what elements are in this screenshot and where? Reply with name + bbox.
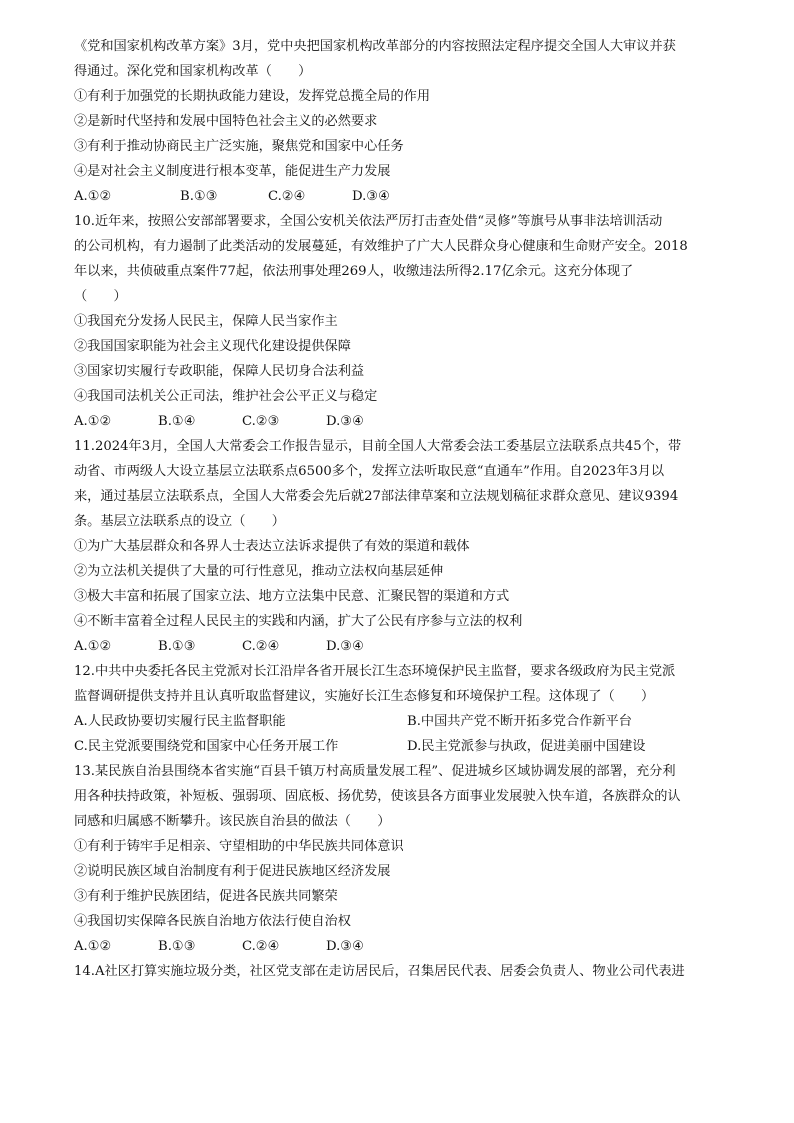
- question-13-options: [74, 934, 734, 959]
- question-11: [74, 434, 734, 659]
- question-9-options: [74, 184, 734, 209]
- question-9-option-a: A.①②: [74, 189, 112, 204]
- question-11-option-d: D.③④: [326, 639, 364, 654]
- question-13-statement-2: ②说明民族区域自治制度有利于促进民族地区经济发展: [74, 864, 391, 879]
- question-10-option-b: B.①④: [158, 414, 196, 429]
- question-9-option-d: D.③④: [352, 189, 390, 204]
- question-12: [74, 659, 734, 759]
- question-11-statement-1: ①为广大基层群众和各界人士表达立法诉求提供了有效的渠道和载体: [74, 539, 470, 554]
- question-14-stem-line-1: 14.A社区打算实施垃圾分类，社区党支部在走访居民后，召集居民代表、居委会负责人、物业公司代表进: [74, 964, 685, 979]
- question-11-statement-4: ④不断丰富着全过程人民民主的实践和内涵，扩大了公民有序参与立法的权利: [74, 614, 523, 629]
- question-13-stem-line-2: 用各种扶持政策，补短板、强弱项、固底板、扬优势，使该县各方面事业发展驶入快车道，各族群众的认: [74, 789, 681, 804]
- question-9-stem-line-1: 《党和国家机构改革方案》3月，党中央把国家机构改革部分的内容按照法定程序提交全国人大审议并获: [74, 39, 676, 54]
- question-11-option-c: C.②④: [242, 639, 280, 654]
- question-12-option-c: C.民主党派要围绕党和国家中心任务开展工作: [74, 739, 339, 754]
- question-13: [74, 759, 734, 959]
- question-13-option-d: D.③④: [326, 939, 364, 954]
- question-13-stem-line-3: 同感和归属感不断攀升。该民族自治县的做法（ ）: [74, 814, 391, 829]
- question-11-stem-line-1: 11.2024年3月，全国人大常委会工作报告显示，目前全国人大常委会法工委基层立法联系点共45个，带: [74, 439, 682, 454]
- question-12-options-row-2: [74, 734, 734, 759]
- question-12-option-a: A.人民政协要切实履行民主监督职能: [74, 714, 286, 729]
- question-9-statement-4: ④是对社会主义制度进行根本变革，能促进生产力发展: [74, 164, 391, 179]
- question-10-option-c: C.②③: [242, 414, 280, 429]
- question-13-statement-4: ④我国切实保障各民族自治地方依法行使自治权: [74, 914, 351, 929]
- question-10-statement-4: ④我国司法机关公正司法，维护社会公平正义与稳定: [74, 389, 378, 404]
- question-11-statement-3: ③极大丰富和拓展了国家立法、地方立法集中民意、汇聚民智的渠道和方式: [74, 589, 510, 604]
- question-11-statement-2: ②为立法机关提供了大量的可行性意见，推动立法权向基层延伸: [74, 564, 444, 579]
- question-10-option-d: D.③④: [326, 414, 364, 429]
- question-12-option-b: B.中国共产党不断开拓多党合作新平台: [407, 714, 632, 729]
- question-10-statement-2: ②我国国家职能为社会主义现代化建设提供保障: [74, 339, 351, 354]
- question-10-options: [74, 409, 734, 434]
- question-13-statement-1: ①有利于铸牢手足相亲、守望相助的中华民族共同体意识: [74, 839, 404, 854]
- question-12-options-row-1: [74, 709, 734, 734]
- question-11-option-a: A.①②: [74, 639, 112, 654]
- exam-page: [74, 34, 734, 984]
- question-10-stem-line-1: 10.近年来，按照公安部部署要求，全国公安机关依法严厉打击查处借“灵修”等旗号从事非法培训活动: [74, 214, 663, 229]
- question-9-option-c: C.②④: [268, 189, 306, 204]
- question-13-option-b: B.①③: [158, 939, 196, 954]
- question-10-stem-line-3: 年以来，共侦破重点案件77起，依法刑事处理269人，收缴违法所得2.17亿余元。这充分体现了: [74, 264, 634, 279]
- question-13-stem-line-1: 13.某民族自治县围绕本省实施“百县千镇万村高质量发展工程”、促进城乡区域协调发展的部署，充分利: [74, 764, 676, 779]
- question-12-option-d: D.民主党派参与执政，促进美丽中国建设: [407, 739, 646, 754]
- question-11-option-b: B.①③: [158, 639, 196, 654]
- question-13-statement-3: ③有利于维护民族团结，促进各民族共同繁荣: [74, 889, 338, 904]
- question-11-stem-line-4: 条。基层立法联系点的设立（ ）: [74, 514, 285, 529]
- question-9-statement-1: ①有利于加强党的长期执政能力建设，发挥党总揽全局的作用: [74, 89, 431, 104]
- question-10: [74, 209, 734, 434]
- question-9-statement-2: ②是新时代坚持和发展中国特色社会主义的必然要求: [74, 114, 378, 129]
- question-11-options: [74, 634, 734, 659]
- question-10-option-a: A.①②: [74, 414, 112, 429]
- question-10-stem-line-4: （ ）: [74, 289, 127, 304]
- question-13-option-c: C.②④: [242, 939, 280, 954]
- question-13-option-a: A.①②: [74, 939, 112, 954]
- question-12-stem-line-2: 监督调研提供支持并且认真听取监督建议，实施好长江生态修复和环境保护工程。这体现了（ ）: [74, 689, 655, 704]
- question-9: [74, 34, 734, 209]
- question-10-stem-line-2: 的公司机构，有力遏制了此类活动的发展蔓延，有效维护了广大人民群众身心健康和生命财产安全。2018: [74, 239, 688, 254]
- question-9-statement-3: ③有利于推动协商民主广泛实施，聚焦党和国家中心任务: [74, 139, 404, 154]
- question-10-statement-1: ①我国充分发扬人民民主，保障人民当家作主: [74, 314, 338, 329]
- question-11-stem-line-2: 动省、市两级人大设立基层立法联系点6500多个，发挥立法听取民意“直通车”作用。自2023年3月以: [74, 464, 665, 479]
- question-11-stem-line-3: 来，通过基层立法联系点，全国人大常委会先后就27部法律草案和立法规划稿征求群众意见、建议9394: [74, 489, 679, 504]
- question-14: [74, 959, 734, 984]
- question-12-stem-line-1: 12.中共中央委托各民主党派对长江沿岸各省开展长江生态环境保护民主监督，要求各级政府为民主党派: [74, 664, 676, 679]
- question-10-statement-3: ③国家切实履行专政职能，保障人民切身合法利益: [74, 364, 365, 379]
- question-9-option-b: B.①③: [180, 189, 218, 204]
- question-9-stem-line-2: 得通过。深化党和国家机构改革（ ）: [74, 64, 312, 79]
